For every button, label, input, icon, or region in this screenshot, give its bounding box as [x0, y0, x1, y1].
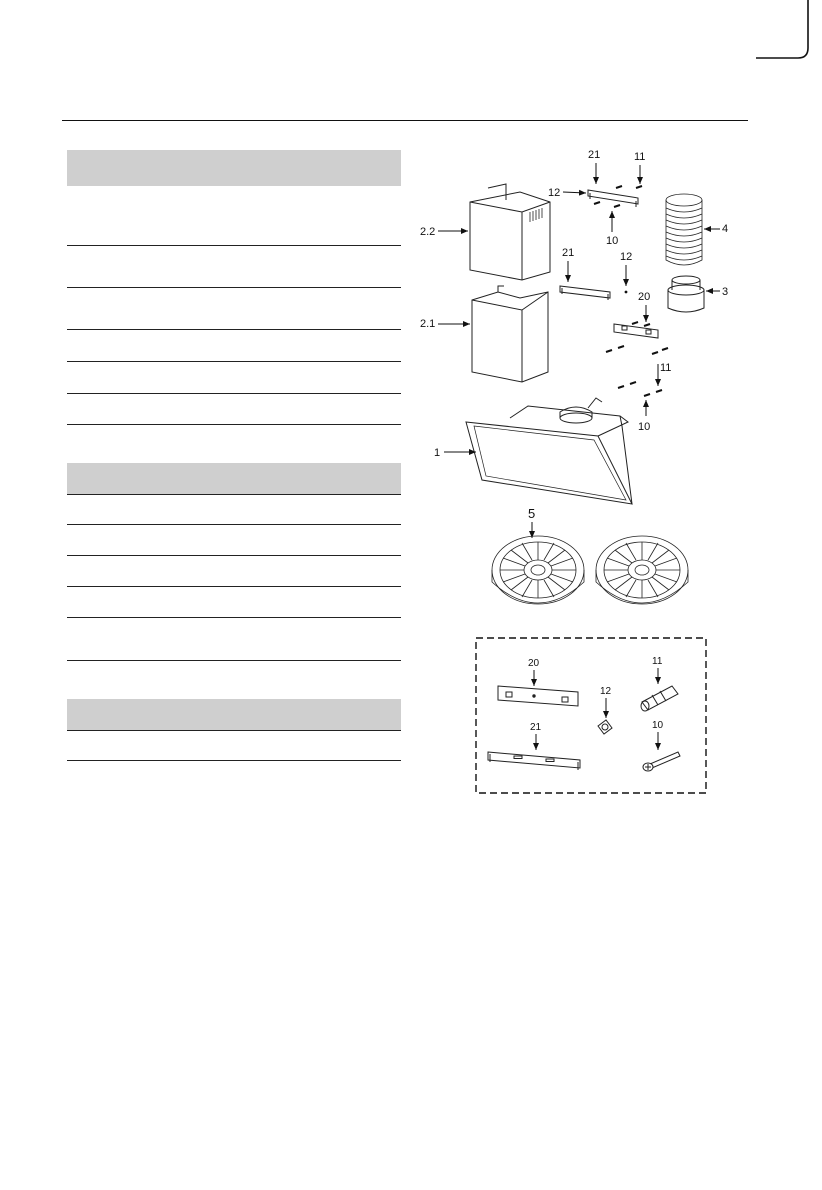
chimney-upper — [470, 184, 550, 280]
chimney-lower — [472, 286, 548, 382]
label-upper-bracket: 21 — [588, 149, 601, 161]
table-spacer — [67, 661, 401, 699]
lower-bracket — [614, 324, 658, 338]
label-upper-bracket-screw: 12 — [548, 187, 561, 199]
grease-filter-right — [596, 536, 688, 604]
table-row — [67, 525, 401, 556]
label-filter: 5 — [528, 506, 536, 521]
parts-table — [67, 150, 401, 761]
diagram-svg — [410, 140, 750, 805]
adapter — [668, 276, 704, 312]
table-spacer — [67, 425, 401, 463]
fixing-kit-box — [476, 638, 706, 793]
label-chimney-upper: 2.2 — [420, 226, 436, 238]
table-row — [67, 494, 401, 525]
table-row — [67, 362, 401, 394]
hood-body — [466, 398, 632, 504]
label-middle-bracket: 21 — [562, 247, 575, 259]
label-kit-plug-11: 11 — [652, 656, 663, 667]
header-rule — [62, 120, 748, 121]
label-kit-bracket-21: 21 — [530, 722, 542, 733]
kit-bracket-20 — [498, 686, 578, 706]
table-row — [67, 330, 401, 362]
table-row — [67, 730, 401, 761]
label-lower-screw: 10 — [638, 421, 651, 433]
kit-screw-12 — [598, 720, 612, 734]
table-row — [67, 288, 401, 330]
table-header-band-3 — [67, 699, 401, 730]
label-chimney-lower: 2.1 — [420, 318, 436, 330]
table-row — [67, 394, 401, 425]
label-middle-screw: 12 — [620, 251, 633, 263]
label-lower-bracket: 20 — [638, 291, 651, 303]
grease-filter-left — [492, 536, 584, 604]
kit-screw-10 — [643, 752, 680, 771]
table-row — [67, 246, 401, 288]
scissor-cut-line — [752, 0, 822, 68]
kit-bracket-21 — [488, 752, 580, 770]
table-header-band-1 — [67, 150, 401, 186]
kit-plug-11 — [641, 686, 678, 711]
label-adapter: 3 — [722, 286, 729, 298]
table-row — [67, 587, 401, 618]
label-kit-screw-10: 10 — [652, 720, 664, 731]
middle-bracket — [560, 286, 610, 300]
label-kit-screw-12: 12 — [600, 686, 612, 697]
label-duct-hose: 4 — [722, 223, 729, 235]
exploded-diagram — [410, 140, 750, 805]
table-row — [67, 618, 401, 661]
table-row — [67, 556, 401, 587]
duct-hose — [666, 194, 702, 265]
table-header-band-2 — [67, 463, 401, 494]
label-lower-plug: 11 — [660, 362, 672, 374]
label-hood-body: 1 — [434, 447, 441, 459]
label-kit-bracket-20: 20 — [528, 658, 540, 669]
table-row — [67, 186, 401, 246]
label-upper-bracket-plug: 11 — [634, 151, 646, 163]
label-upper-bracket-plug-screw: 10 — [606, 235, 619, 247]
